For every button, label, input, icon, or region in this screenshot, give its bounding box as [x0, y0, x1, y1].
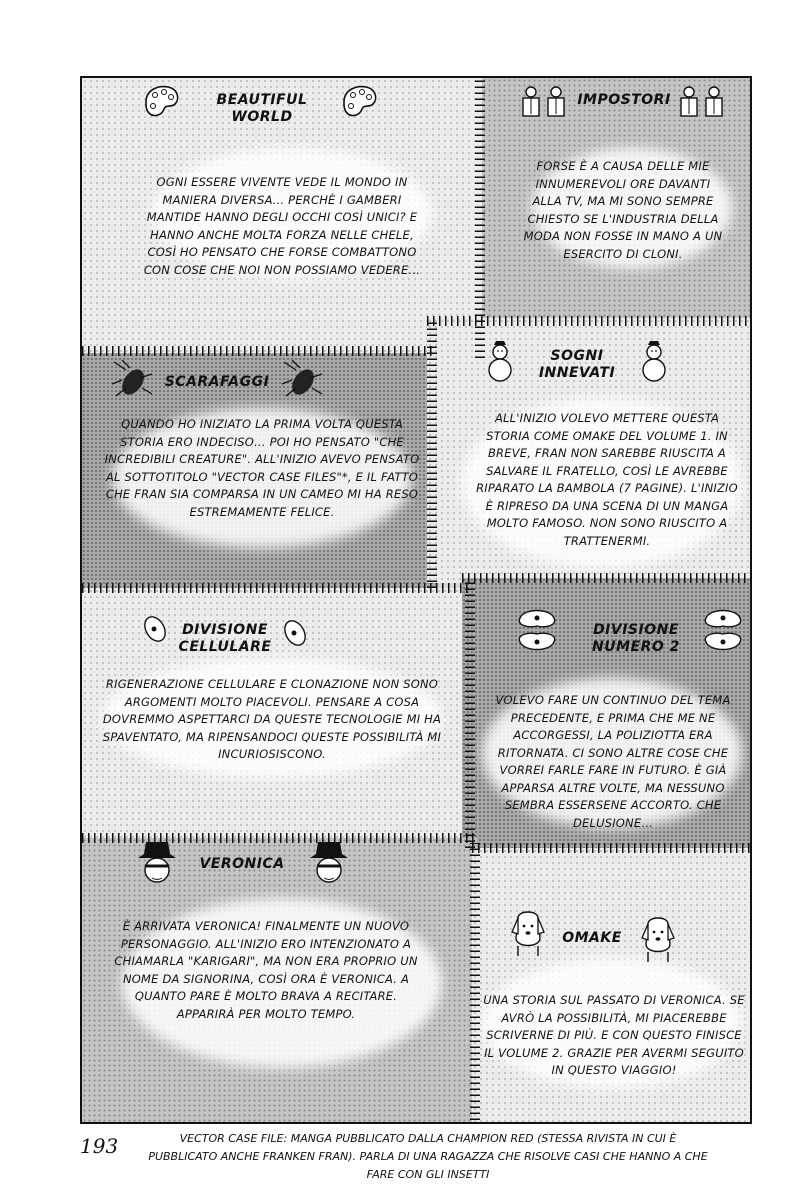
section-text-divisione-cellulare: RIGENERAZIONE CELLULARE E CLONAZIONE NON SONO ARGOMENTI MOLTO PIACEVOLI. PENSARE A COSA DOVREMMO ASPETTARCI DA QUESTE TECNOLOGIE MI HA SPAVENTATO, MA RIPENSANDOCI QUESTE POSSIBILITÀ MI INCURIOSISCONO. — [102, 677, 442, 761]
page-number: 193 — [80, 1134, 119, 1158]
suit-man-icon — [676, 84, 728, 120]
hat-face-icon — [136, 840, 178, 886]
section-title-beautiful-world: BEAUTIFUL WORLD — [216, 92, 308, 125]
section-text-veronica: È ARRIVATA VERONICA! FINALMENTE UN NUOVO PERSONAGGIO. ALL'INIZIO ERO INTENZIONATO A CHIAMARLA "KARIGARI", MA NON ERA PROPRIO UN NOME DA SIGNORINA, COSÌ ORA È VERONICA. A QUANTO PARE È MOLTO BRAVA A RECITARE. APPARIRÀ PER MOLTO TEMPO. — [114, 919, 418, 1021]
section-title-divisione-cellulare: DIVISIONE CELLULARE — [178, 622, 272, 655]
cockroach-icon — [108, 360, 158, 400]
palette-icon — [338, 82, 380, 122]
footnote: VECTOR CASE FILE: MANGA PUBBLICATO DALLA CHAMPION RED (STESSA RIVISTA IN CUI È PUBBLICATO ANCHE FRANKEN FRAN). PARLA DI UNA RAGAZZA CHE RISOLVE CASI CHE HANNO A CHE FARE CON GLI INSETTI — [148, 1132, 708, 1181]
section-text-scarafaggi: QUANDO HO INIZIATO LA PRIMA VOLTA QUESTA STORIA ERO INDECISO… POI HO PENSATO "CHE INCREDIBILI CREATURE". ALL'INIZIO AVEVO PENSATO AL SOTTOTITOLO "VECTOR CASE FILES"*, E IL FATTO CHE FRAN SIA COMPARSA IN UN CAMEO MI HA RESO ESTREMAMENTE FELICE. — [104, 417, 420, 519]
snowman-icon — [480, 340, 520, 384]
section-text-omake: UNA STORIA SUL PASSATO DI VERONICA. SE AVRÒ LA POSSIBILITÀ, MI PIACEREBBE SCRIVERNE DI PIÙ. E CON QUESTO FINISCE IL VOLUME 2. GRAZIE PER AVERMI SEGUITO IN QUESTO VIAGGIO! — [483, 993, 745, 1077]
section-title-veronica: VERONICA — [199, 856, 285, 872]
snowman-icon — [634, 340, 674, 384]
section-text-divisione-numero-2: VOLEVO FARE UN CONTINUO DEL TEMA PRECEDENTE, E PRIMA CHE ME NE ACCORGESSI, LA POLIZIOTTA ERA RITORNATA. CI SONO ALTRE COSE CHE VORREI FARLE FARE IN FUTURO. È GIÀ APPARSA ALTRE VOLTE, MA NESSUNO SEMBRA ESSERSENE ACCORTO. CHE DELUSIONE… — [495, 693, 731, 830]
dividing-cell-icon — [700, 608, 746, 652]
dog-icon — [508, 908, 548, 958]
section-text-beautiful-world: OGNI ESSERE VIVENTE VEDE IL MONDO IN MANIERA DIVERSA… PERCHÈ I GAMBERI MANTIDE HANNO DEGLI OCCHI COSÌ UNICI? E HANNO ANCHE MOLTA FORZA NELLE CHELE, COSÌ HO PENSATO CHE FORSE COMBATTONO CON COSE CHE NOI NON POSSIAMO VEDERE… — [143, 175, 421, 277]
section-title-divisione-numero-2: DIVISIONE NUMERO 2 — [592, 622, 680, 655]
cell-icon — [140, 614, 170, 644]
dog-icon — [638, 914, 678, 964]
cell-icon — [280, 618, 310, 648]
suit-man-icon — [518, 84, 570, 120]
section-text-impostori: FORSE È A CAUSA DELLE MIE INNUMEREVOLI ORE DAVANTI ALLA TV, MA MI SONO SEMPRE CHIESTO SE L'INDUSTRIA DELLA MODA NON FOSSE IN MANO A UN ESERCITO DI CLONI. — [523, 159, 723, 261]
section-title-scarafaggi: SCARAFAGGI — [164, 374, 270, 390]
dividing-cell-icon — [514, 608, 560, 652]
section-text-sogni-innevati: ALL'INIZIO VOLEVO METTERE QUESTA STORIA COME OMAKE DEL VOLUME 1. IN BREVE, FRAN NON SAREBBE RIUSCITA A SALVARE IL FRATELLO, COSÌ LE AVREBBE RIPARATO LA BAMBOLA (7 PAGINE). L'INIZIO È RIPRESO DA UNA SCENA DI UN MANGA MOLTO FAMOSO. NON SONO RIUSCITO A TRATTENERMI. — [476, 411, 738, 548]
palette-icon — [140, 82, 182, 122]
cockroach-icon — [278, 360, 328, 400]
section-title-impostori: IMPOSTORI — [577, 92, 671, 108]
hat-face-icon — [308, 840, 350, 886]
patchwork-panel — [80, 76, 752, 1124]
section-title-sogni-innevati: SOGNI INNEVATI — [538, 348, 616, 381]
section-title-omake: OMAKE — [562, 930, 622, 946]
